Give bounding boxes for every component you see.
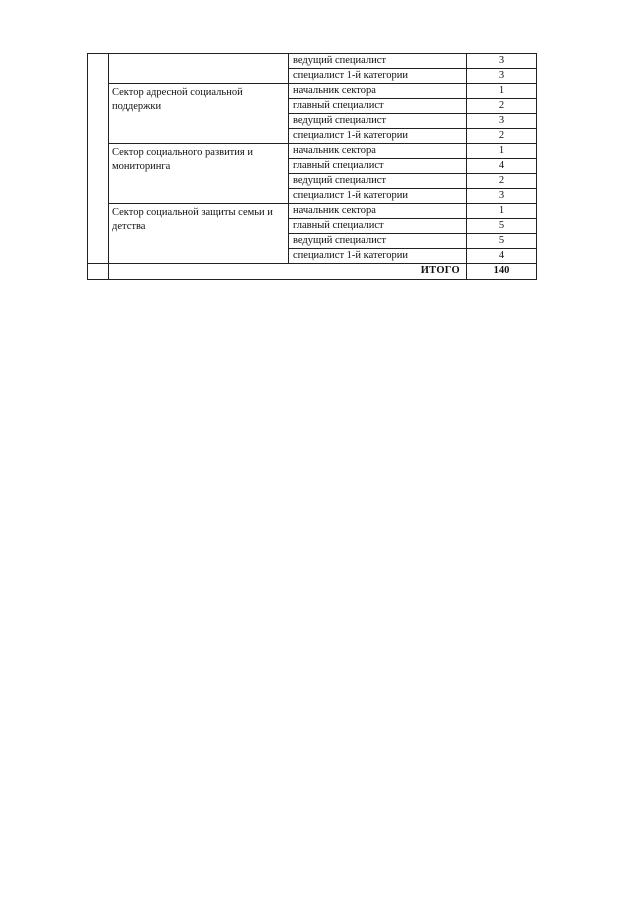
position-cell: ведущий специалист [289, 54, 467, 69]
position-cell: начальник сектора [289, 204, 467, 219]
position-cell: специалист 1-й категории [289, 189, 467, 204]
table-row [88, 204, 537, 219]
sector-cell: Сектор социальной защиты семьи и детства [109, 204, 289, 264]
count-cell: 2 [467, 99, 537, 114]
count-cell: 4 [467, 159, 537, 174]
position-cell: главный специалист [289, 99, 467, 114]
position-cell: ведущий специалист [289, 174, 467, 189]
sector-cell [109, 54, 289, 84]
position-cell: ведущий специалист [289, 234, 467, 249]
position-cell: начальник сектора [289, 84, 467, 99]
position-cell: начальник сектора [289, 144, 467, 159]
position-cell: ведущий специалист [289, 114, 467, 129]
count-cell: 1 [467, 204, 537, 219]
count-cell: 5 [467, 234, 537, 249]
staffing-table-body [88, 54, 537, 280]
position-cell: специалист 1-й категории [289, 249, 467, 264]
total-row [88, 264, 537, 280]
total-value: 140 [467, 264, 537, 280]
count-cell: 2 [467, 174, 537, 189]
position-cell: специалист 1-й категории [289, 69, 467, 84]
total-number-cell [88, 264, 109, 280]
number-column-cell [88, 54, 109, 264]
position-cell: специалист 1-й категории [289, 129, 467, 144]
table-row [88, 54, 537, 69]
staffing-table [87, 53, 537, 280]
sector-cell: Сектор адресной социальной поддержки [109, 84, 289, 144]
count-cell: 3 [467, 114, 537, 129]
count-cell: 5 [467, 219, 537, 234]
count-cell: 1 [467, 144, 537, 159]
count-cell: 3 [467, 189, 537, 204]
count-cell: 4 [467, 249, 537, 264]
count-cell: 3 [467, 69, 537, 84]
count-cell: 2 [467, 129, 537, 144]
position-cell: главный специалист [289, 219, 467, 234]
table-row [88, 84, 537, 99]
table-row [88, 144, 537, 159]
total-label: ИТОГО [109, 264, 467, 280]
count-cell: 3 [467, 54, 537, 69]
sector-cell: Сектор социального развития и мониторинга [109, 144, 289, 204]
count-cell: 1 [467, 84, 537, 99]
position-cell: главный специалист [289, 159, 467, 174]
